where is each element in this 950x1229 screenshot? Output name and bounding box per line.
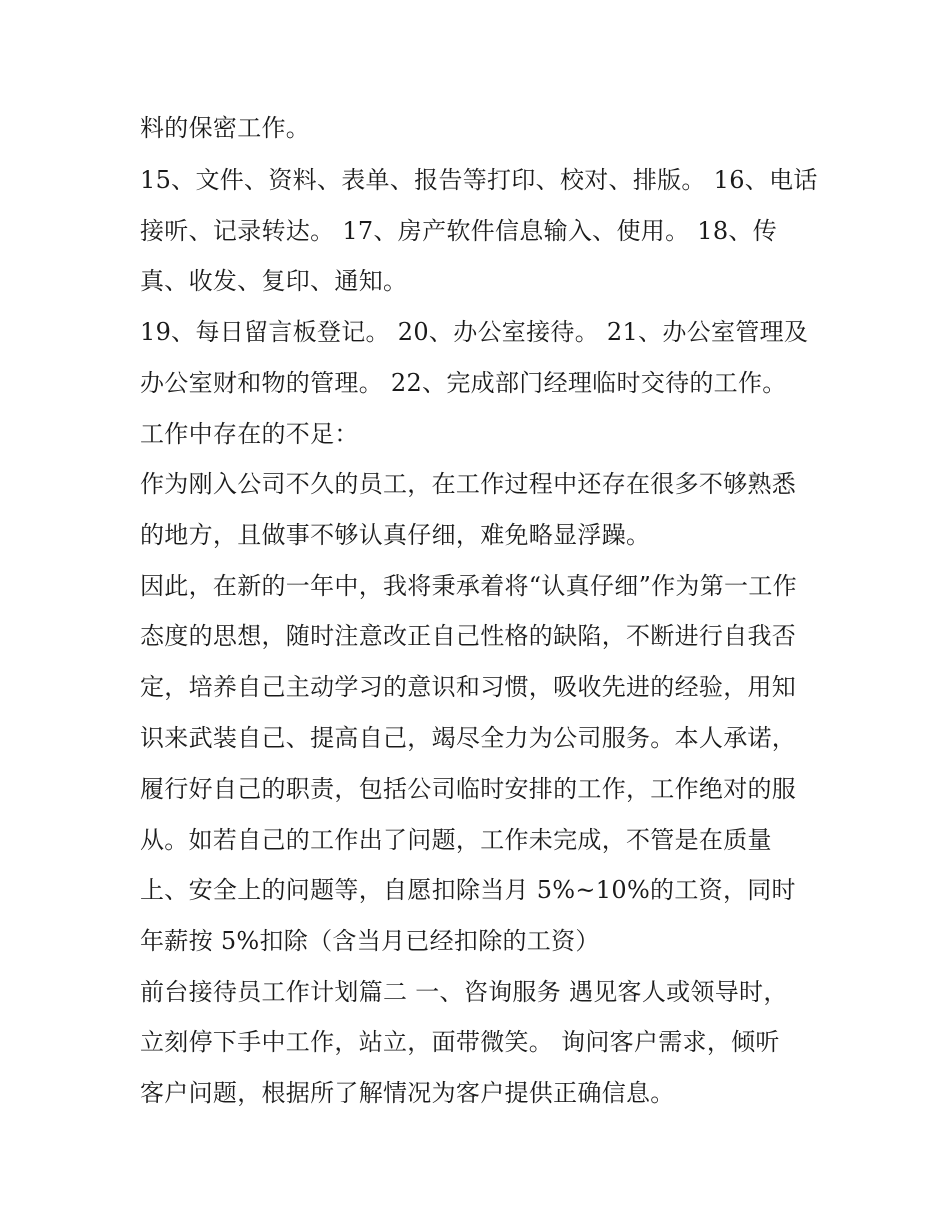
text-line: 的地方，且做事不够认真仔细，难免略显浮躁。: [140, 521, 651, 549]
text-line: 识来武装自己、提高自己，竭尽全力为公司服务。本人承诺，: [140, 724, 797, 752]
text-line: 履行好自己的职责，包括公司临时安排的工作，工作绝对的服: [140, 775, 797, 803]
text-line: 因此，在新的一年中，我将秉承着将“认真仔细”作为第一工作: [140, 572, 797, 600]
text-line: 办公室财和物的管理。 22、完成部门经理临时交待的工作。: [140, 369, 787, 397]
text-line: 定，培养自己主动学习的意识和习惯，吸收先进的经验，用知: [140, 673, 797, 701]
text-line: 立刻停下手中工作，站立，面带微笑。 询问客户需求，倾听: [140, 1028, 780, 1056]
text-line: 前台接待员工作计划篇二 一、咨询服务 遇见客人或领导时，: [140, 978, 788, 1006]
text-line: 19、每日留言板登记。 20、办公室接待。 21、办公室管理及: [140, 318, 809, 346]
text-line: 真、收发、复印、通知。: [140, 267, 408, 295]
text-line: 上、安全上的问题等，自愿扣除当月 5%~10%的工资，同时: [140, 876, 796, 904]
text-line: 15、文件、资料、表单、报告等打印、校对、排版。 16、电话: [140, 166, 818, 194]
text-line: 料的保密工作。: [140, 114, 311, 142]
text-line: 作为刚入公司不久的员工，在工作过程中还存在很多不够熟悉: [140, 470, 797, 498]
text-line: 态度的思想，随时注意改正自己性格的缺陷，不断进行自我否: [140, 622, 797, 650]
text-line: 从。如若自己的工作出了问题，工作未完成，不管是在质量: [140, 826, 772, 854]
text-line: 客户问题，根据所了解情况为客户提供正确信息。: [140, 1079, 675, 1107]
section-heading: 工作中存在的不足：: [140, 420, 359, 448]
text-line: 接听、记录转达。 17、房产软件信息输入、使用。 18、传: [140, 217, 778, 245]
text-line: 年薪按 5%扣除（含当月已经扣除的工资）: [140, 927, 600, 955]
